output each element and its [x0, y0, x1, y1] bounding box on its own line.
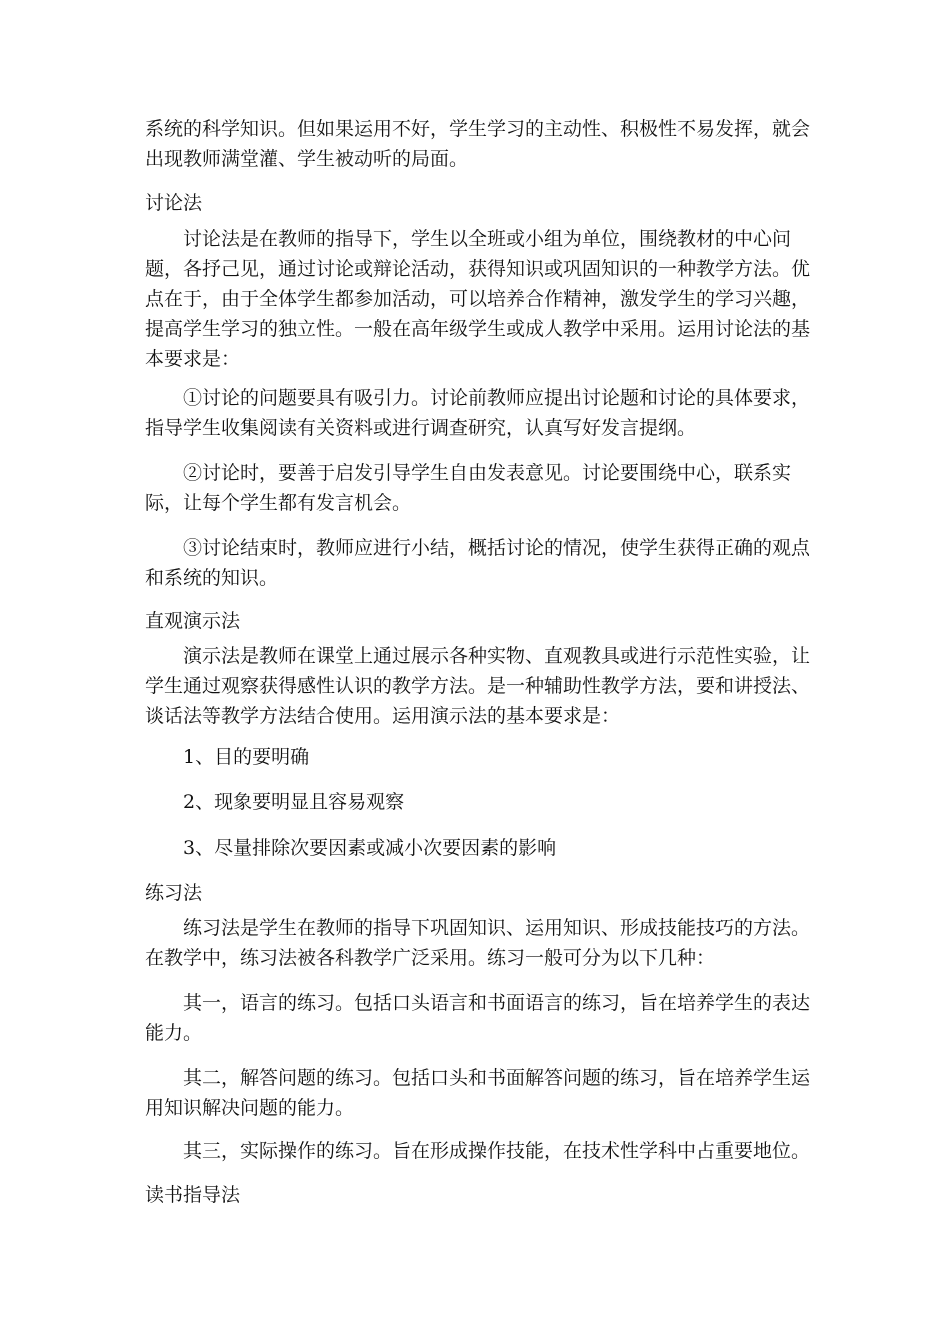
heading-demonstration: 直观演示法 [145, 610, 241, 632]
demonstration-requirement-1: 1、目的要明确 [183, 746, 310, 768]
practice-type-2: 其二，解答问题的练习。包括口头和书面解答问题的练习，旨在培养学生运用知识解决问题的能力。 [145, 1067, 811, 1119]
discussion-requirement-3: ③讨论结束时，教师应进行小结，概括讨论的情况，使学生获得正确的观点和系统的知识。 [145, 537, 811, 589]
demonstration-requirement-3: 3、尽量排除次要因素或减小次要因素的影响 [183, 837, 557, 859]
practice-type-3: 其三，实际操作的练习。旨在形成操作技能，在技术性学科中占重要地位。 [183, 1140, 811, 1162]
discussion-requirement-1: ①讨论的问题要具有吸引力。讨论前教师应提出讨论题和讨论的具体要求，指导学生收集阅读有关资料或进行调查研究，认真写好发言提纲。 [145, 387, 811, 439]
practice-paragraph: 练习法是学生在教师的指导下巩固知识、运用知识、形成技能技巧的方法。在教学中，练习法被各科教学广泛采用。练习一般可分为以下几种： [145, 917, 811, 969]
demonstration-paragraph: 演示法是教师在课堂上通过展示各种实物、直观教具或进行示范性实验，让学生通过观察获得感性认识的教学方法。是一种辅助性教学方法，要和讲授法、谈话法等教学方法结合使用。运用演示法的基本要求是： [145, 645, 811, 727]
discussion-paragraph: 讨论法是在教师的指导下，学生以全班或小组为单位，围绕教材的中心问题，各抒己见，通过讨论或辩论活动，获得知识或巩固知识的一种教学方法。优点在于，由于全体学生都参加活动，可以培养合作精神，激发学生的学习兴趣，提高学生学习的独立性。一般在高年级学生或成人教学中采用。运用讨论法的基本要求是： [145, 228, 811, 370]
discussion-requirement-2: ②讨论时，要善于启发引导学生自由发表意见。讨论要围绕中心，联系实际，让每个学生都有发言机会。 [145, 462, 792, 514]
intro-paragraph: 系统的科学知识。但如果运用不好，学生学习的主动性、积极性不易发挥，就会出现教师满堂灌、学生被动听的局面。 [145, 118, 811, 170]
demonstration-requirement-2: 2、现象要明显且容易观察 [183, 791, 405, 813]
practice-type-1: 其一，语言的练习。包括口头语言和书面语言的练习，旨在培养学生的表达能力。 [145, 992, 811, 1044]
heading-discussion: 讨论法 [145, 192, 203, 214]
heading-reading-guidance: 读书指导法 [145, 1184, 241, 1206]
heading-practice: 练习法 [145, 882, 203, 904]
